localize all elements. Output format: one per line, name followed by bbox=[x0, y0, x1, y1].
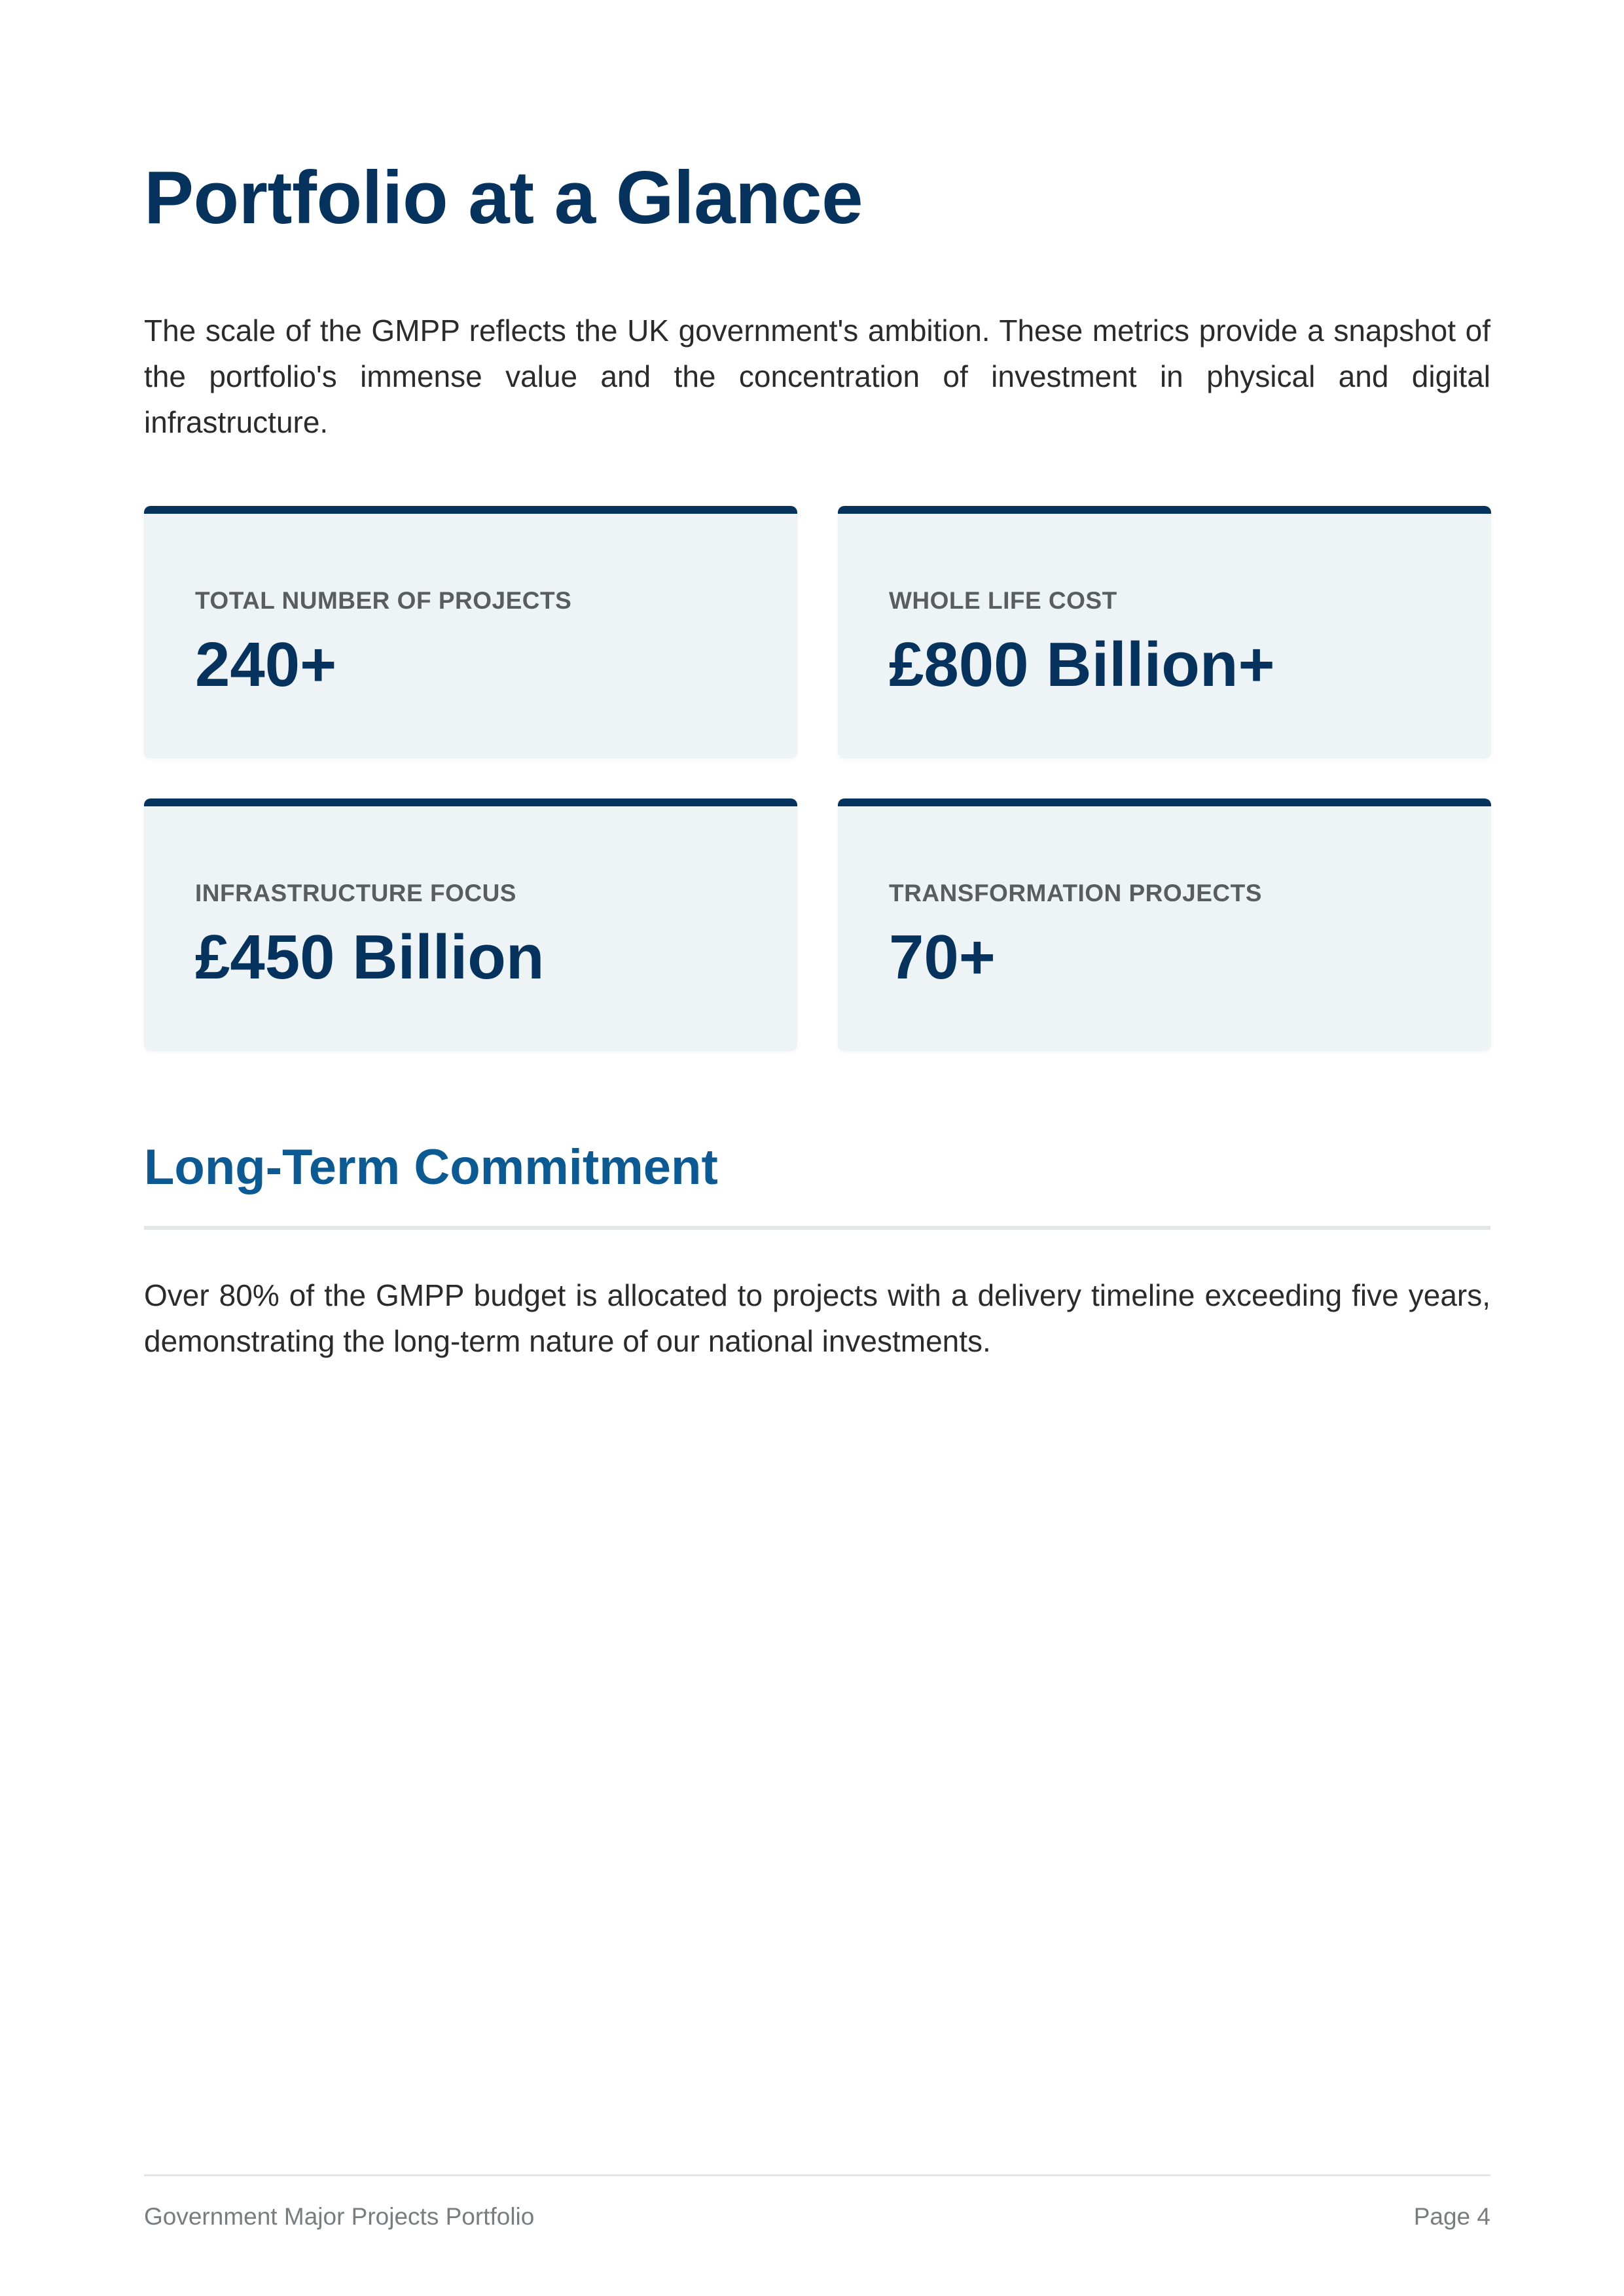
metric-label: TOTAL NUMBER OF PROJECTS bbox=[195, 587, 572, 614]
metric-label: INFRASTRUCTURE FOCUS bbox=[195, 880, 516, 906]
metric-value: 240+ bbox=[195, 630, 337, 700]
footer-divider bbox=[144, 2174, 1490, 2176]
metric-value: 70+ bbox=[889, 922, 996, 992]
metric-card-total-projects bbox=[144, 506, 797, 759]
section-paragraph: Over 80% of the GMPP budget is allocated to projects with a delivery timeline exceeding five years, demonstrating the long-term nature of our national investments. bbox=[144, 1278, 1490, 1358]
intro-paragraph: The scale of the GMPP reflects the UK government's ambition. These metrics provide a snapshot of the portfolio's immense value and the concentration of investment in physical and digital infrastructure. bbox=[144, 314, 1490, 439]
metric-card-whole-life-cost bbox=[838, 506, 1491, 759]
document-page bbox=[144, 0, 1490, 2296]
page-title: Portfolio at a Glance bbox=[144, 156, 863, 240]
footer-document-title: Government Major Projects Portfolio bbox=[144, 2203, 535, 2230]
metric-value: £800 Billion+ bbox=[889, 630, 1275, 700]
metric-card-infrastructure-focus bbox=[144, 798, 797, 1051]
section-heading: Long-Term Commitment bbox=[144, 1139, 718, 1195]
metric-value: £450 Billion bbox=[195, 922, 545, 992]
metric-label: TRANSFORMATION PROJECTS bbox=[889, 880, 1262, 906]
metric-label: WHOLE LIFE COST bbox=[889, 587, 1117, 614]
footer-page-number: Page 4 bbox=[1413, 2203, 1490, 2230]
section-divider bbox=[144, 1226, 1490, 1230]
metric-card-transformation-projects bbox=[838, 798, 1491, 1051]
